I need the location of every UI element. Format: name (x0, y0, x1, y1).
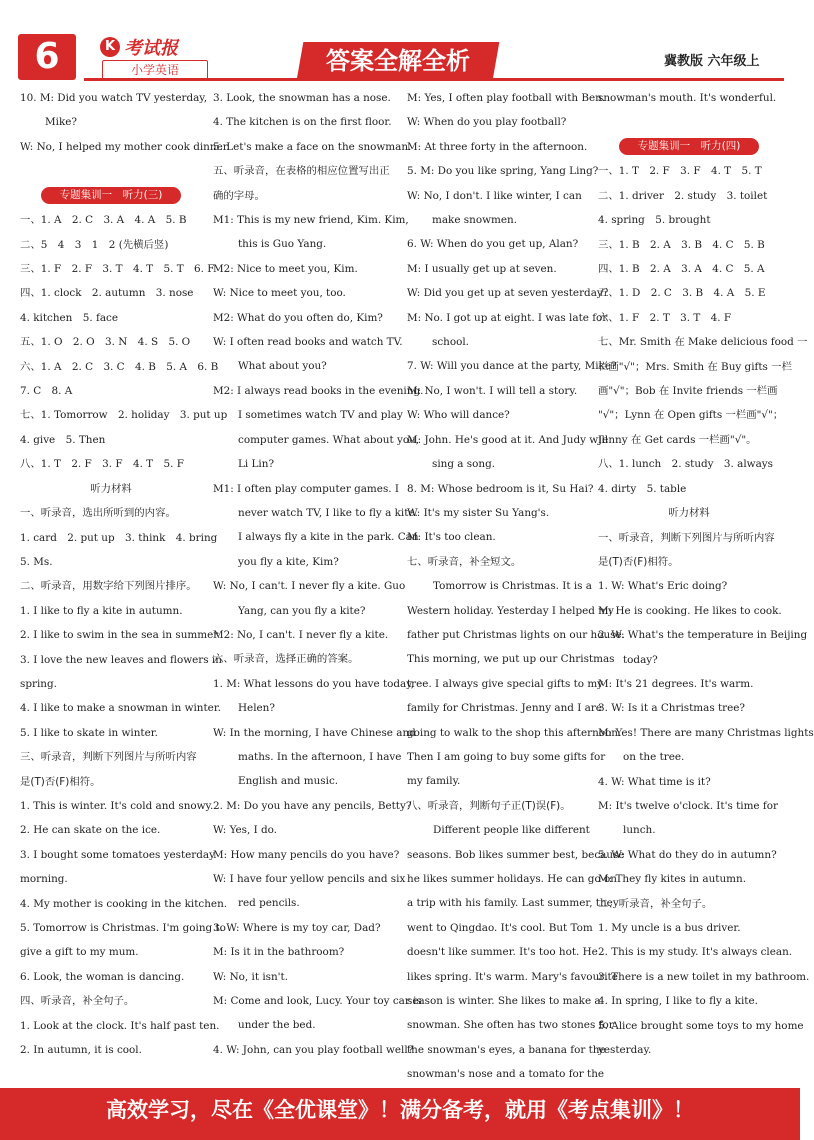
text-line: M: Come and look, Lucy. Your toy car is (213, 995, 422, 1008)
text-line: Li Lin? (238, 458, 275, 471)
text-line: M: It's 21 degrees. It's warm. (598, 677, 754, 690)
text-line: 5. I like to skate in winter. (20, 726, 158, 739)
text-line: 1. card 2. put up 3. think 4. bring (20, 531, 218, 544)
text-line: M2: What do you often do, Kim? (213, 311, 383, 324)
text-line: M: It's too clean. (407, 531, 496, 544)
text-line: computer games. What about you, (238, 433, 420, 446)
text-line: M: They fly kites in autumn. (598, 873, 746, 886)
text-line: you fly a kite, Kim? (238, 555, 339, 568)
text-line: M: He is cooking. He likes to cook. (598, 604, 782, 617)
text-line: Yang, can you fly a kite? (238, 604, 366, 617)
subject-label: 小学英语 (102, 60, 208, 80)
text-line: W: Did you get up at seven yesterday? (407, 287, 609, 300)
text-line: M: No. I got up at eight. I was late for (407, 311, 608, 324)
text-line: 2. M: Do you have any pencils, Betty? (213, 799, 412, 812)
spacer (20, 159, 202, 181)
section-heading: 五、听录音，在表格的相应位置写出正 (213, 165, 390, 178)
text-line: doesn't like summer. It's too hot. He (407, 946, 598, 959)
text-line: 3. W: Where is my toy car, Dad? (213, 921, 381, 934)
text-line: 1. W: What's Eric doing? (598, 580, 728, 593)
text-line: 六、1. A 2. C 3. C 4. B 5. A 6. B (20, 360, 219, 373)
text-line: this is Guo Yang. (238, 238, 327, 251)
text-line: W: I often read books and watch TV. (213, 336, 403, 349)
text-line: M: Yes, I often play football with Ben. (407, 92, 606, 104)
text-line: 4. kitchen 5. face (20, 311, 118, 324)
text-line: 五、1. O 2. O 3. N 4. S 5. O (20, 336, 191, 349)
text-line: M: Yes! There are many Christmas lights (598, 726, 814, 739)
column-4 (598, 86, 814, 1062)
text-line: This morning, we put up our Christmas (407, 653, 615, 666)
text-line: W: No, I helped my mother cook dinner. (20, 140, 230, 153)
text-line: 3. There is a new toilet in my bathroom. (598, 970, 810, 983)
text-line: tree. I always give special gifts to my (407, 677, 604, 690)
text-line: English and music. (238, 775, 339, 788)
text-line: W: Yes, I do. (213, 824, 278, 837)
spacer (598, 110, 780, 132)
text-line: 一、1. A 2. C 3. A 4. A 5. B (20, 214, 187, 227)
text-line: 4. spring 5. brought (598, 214, 711, 227)
text-line: Mike? (45, 116, 77, 129)
text-line: W: Nice to meet you, too. (213, 287, 346, 300)
text-line: snowman. She often has two stones for (407, 1019, 614, 1032)
text-line: 1. This is winter. It's cold and snowy. (20, 799, 214, 812)
text-line: season is winter. She likes to make a (407, 995, 601, 1008)
text-line: under the bed. (238, 1019, 316, 1032)
text-line: W: No, I don't. I like winter, I can (407, 189, 582, 202)
text-line: 5. Alice brought some toys to my home (598, 1019, 804, 1032)
text-line: never watch TV, I like to fly a kite. (238, 506, 418, 519)
text-line: W: I have four yellow pencils and six (213, 873, 406, 885)
text-line: Jenny 在 Get cards 一栏画"√"。 (598, 433, 757, 446)
subsection-title: 听力材料 (668, 507, 710, 520)
text-line: M2: No, I can't. I never fly a kite. (213, 628, 389, 641)
text-line: 6. Look, the woman is dancing. (20, 970, 185, 983)
text-line: 4. W: John, can you play football well? (213, 1043, 414, 1056)
text-line: 七、1. Tomorrow 2. holiday 3. put up (20, 409, 228, 422)
text-line: I always fly a kite in the park. Can (238, 531, 419, 544)
text-line: lunch. (623, 824, 656, 837)
text-line: 1. Look at the clock. It's half past ten. (20, 1019, 220, 1032)
text-line: 4. My mother is cooking in the kitchen. (20, 897, 228, 910)
text-line: today? (623, 653, 658, 666)
text-line: family for Christmas. Jenny and I are (407, 702, 602, 715)
text-line: 2. This is my study. It's always clean. (598, 946, 793, 959)
text-line: 四、1. B 2. A 3. A 4. C 5. A (598, 263, 765, 276)
subsection-title: 听力材料 (90, 482, 132, 495)
edition-label: 冀教版 六年级上 (664, 54, 760, 69)
footer-slogan: 高效学习，尽在《全优课堂》！满分备考，就用《考点集训》！ (106, 1098, 694, 1122)
text-line: 七、Mr. Smith 在 Make delicious food 一 (598, 336, 808, 349)
text-line: morning. (20, 873, 68, 886)
section-heading: 八、听录音，判断句子正(T)误(F)。 (407, 799, 571, 812)
text-line: 1. M: What lessons do you have today, (213, 677, 415, 690)
section-heading: 是(T)否(F)相符。 (598, 555, 679, 568)
page-title-text: 答案全解全析 (326, 47, 470, 75)
text-line: my family. (407, 775, 461, 788)
text-line: Then I am going to buy some gifts for (407, 750, 606, 763)
text-line: a trip with his family. Last summer, they (407, 897, 619, 910)
text-line: 2. In autumn, it is cool. (20, 1044, 142, 1057)
text-line: going to walk to the shop this afternoon. (407, 726, 622, 739)
text-line: W: No, it isn't. (213, 970, 289, 983)
text-line: Different people like different (433, 824, 590, 837)
section-heading: 一、听录音，判断下列图片与所听内容 (598, 531, 775, 544)
logo-text: 考试报 (124, 38, 178, 59)
text-line: spring. (20, 677, 57, 690)
section-heading: 是(T)否(F)相符。 (20, 775, 101, 788)
text-line: 4. W: What time is it? (598, 775, 711, 788)
text-line: 栏画"√"；Mrs. Smith 在 Buy gifts 一栏 (598, 360, 792, 373)
text-line: 6. W: When do you get up, Alan? (407, 238, 579, 251)
header-divider (84, 78, 784, 81)
text-line: snowman's mouth. It's wonderful. (598, 92, 777, 104)
text-line: likes spring. It's warm. Mary's favourite (407, 970, 618, 983)
section-heading: 二、听录音，用数字给下列图片排序。 (20, 580, 197, 593)
text-line: 一、1. T 2. F 3. F 4. T 5. T (598, 165, 762, 178)
section-heading: 二、听录音，补全句子。 (598, 897, 713, 910)
text-line: Helen? (238, 702, 275, 715)
text-line: 1. I like to fly a kite in autumn. (20, 604, 183, 617)
text-line: 4. give 5. Then (20, 433, 106, 446)
text-line: 三、1. F 2. F 3. T 4. T 5. T 6. F (20, 263, 215, 276)
text-line: 2. I like to swim in the sea in summer. (20, 629, 221, 642)
text-line: 2. He can skate on the ice. (20, 824, 161, 837)
column-1 (20, 86, 230, 1062)
text-line: 四、1. clock 2. autumn 3. nose (20, 287, 194, 300)
text-line: W: No, I can't. I never fly a kite. Guo (213, 580, 406, 593)
text-line: the snowman's eyes, a banana for the (407, 1043, 606, 1056)
text-line: 1. My uncle is a bus driver. (598, 922, 741, 934)
text-line: 5. Let's make a face on the snowman. (213, 140, 412, 153)
column-3 (407, 86, 625, 1087)
page-header (0, 0, 800, 88)
text-line: snowman's nose and a tomato for the (407, 1068, 605, 1081)
text-line: 2. W: What's the temperature in Beijing (598, 629, 808, 642)
text-line: W: In the morning, I have Chinese and (213, 726, 416, 739)
text-line: I sometimes watch TV and play (238, 409, 403, 422)
text-line: 8. M: Whose bedroom is it, Su Hai? (407, 482, 594, 495)
text-line: 4. The kitchen is on the first floor. (213, 116, 392, 129)
text-line: give a gift to my mum. (20, 946, 139, 959)
text-line: Western holiday. Yesterday I helped my (407, 604, 614, 617)
section-heading: 一、听录音，选出所听到的内容。 (20, 507, 176, 520)
text-line: father put Christmas lights on our house. (407, 628, 625, 641)
text-line: 10. M: Did you watch TV yesterday, (20, 92, 208, 104)
text-line: 三、1. B 2. A 3. B 4. C 5. B (598, 238, 765, 251)
page-number: 6 (18, 34, 76, 80)
text-line: 五、1. D 2. C 3. B 4. A 5. E (598, 287, 766, 300)
text-line: 3. I bought some tomatoes yesterday (20, 848, 215, 861)
text-line: M: At three forty in the afternoon. (407, 140, 588, 153)
text-line: went to Qingdao. It's cool. But Tom (407, 921, 593, 934)
text-line: 3. W: Is it a Christmas tree? (598, 702, 745, 715)
text-line: 3. Look, the snowman has a nose. (213, 92, 391, 104)
text-line: on the tree. (623, 751, 685, 764)
text-line: M: No, I won't. I will tell a story. (407, 384, 578, 397)
text-line: 画"√"；Bob 在 Invite friends 一栏画 (598, 385, 778, 398)
section-header-pill: 专题集训一 听力(三) (41, 187, 181, 204)
text-line: 5. Ms. (20, 555, 53, 568)
text-line: 4. In spring, I like to fly a kite. (598, 995, 758, 1008)
text-line: sing a song. (432, 458, 496, 471)
column-2 (213, 86, 424, 1062)
text-line: W: When do you play football? (407, 116, 567, 129)
text-line: 4. dirty 5. table (598, 482, 687, 495)
text-line: 八、1. T 2. F 3. F 4. T 5. F (20, 458, 184, 471)
text-line: Tomorrow is Christmas. It is a (433, 580, 592, 593)
text-line: 二、5 4 3 1 2 (先横后竖) (20, 238, 169, 251)
text-line: M: It's twelve o'clock. It's time for (598, 799, 778, 812)
page-title (297, 42, 500, 80)
text-line: 二、1. driver 2. study 3. toilet (598, 189, 768, 202)
section-heading: 七、听录音，补全短文。 (407, 555, 522, 568)
text-line: 7. C 8. A (20, 385, 73, 398)
section-heading: 四、听录音，补全句子。 (20, 995, 135, 1008)
text-line: 4. I like to make a snowman in winter. (20, 702, 221, 715)
text-line: 5. W: What do they do in autumn? (598, 848, 777, 861)
text-line: 7. W: Will you dance at the party, Mike? (407, 360, 617, 373)
section-heading: 三、听录音，判断下列图片与所听内容 (20, 751, 197, 764)
text-line: make snowmen. (432, 214, 517, 227)
text-line: M: Is it in the bathroom? (213, 946, 345, 959)
logo-mark-icon: K (100, 37, 120, 57)
text-line: 八、1. lunch 2. study 3. always (598, 458, 773, 471)
section-header-pill: 专题集训一 听力(四) (619, 138, 759, 155)
text-line: "√"；Lynn 在 Open gifts 一栏画"√"； (598, 409, 784, 422)
text-line: school. (432, 336, 469, 349)
text-line: he likes summer holidays. He can go on (407, 873, 617, 885)
text-line: maths. In the afternoon, I have (238, 750, 402, 763)
text-line: What about you? (238, 360, 327, 373)
text-line: 六、1. F 2. T 3. T 4. F (598, 311, 732, 324)
text-line: 3. I love the new leaves and flowers in (20, 653, 222, 666)
text-line: 5. M: Do you like spring, Yang Ling? (407, 165, 599, 178)
brand-logo (100, 36, 178, 58)
text-line: W: It's my sister Su Yang's. (407, 506, 550, 519)
text-line: red pencils. (238, 897, 300, 910)
text-line: M2: I always read books in the evening. (213, 384, 424, 397)
text-line: 5. Tomorrow is Christmas. I'm going to (20, 922, 226, 934)
section-heading: 六、听录音，选择正确的答案。 (213, 653, 359, 666)
text-line: seasons. Bob likes summer best, because (407, 848, 625, 861)
section-heading: 确的字母。 (213, 189, 265, 202)
text-line: yesterday. (598, 1044, 652, 1057)
text-line: M1: I often play computer games. I (213, 482, 399, 495)
text-line: M1: This is my new friend, Kim. Kim, (213, 214, 409, 227)
text-line: M: I usually get up at seven. (407, 262, 557, 275)
text-line: M: John. He's good at it. And Judy will (407, 433, 609, 446)
text-line: M: How many pencils do you have? (213, 848, 400, 861)
text-line: M2: Nice to meet you, Kim. (213, 262, 358, 275)
text-line: W: Who will dance? (407, 409, 510, 422)
